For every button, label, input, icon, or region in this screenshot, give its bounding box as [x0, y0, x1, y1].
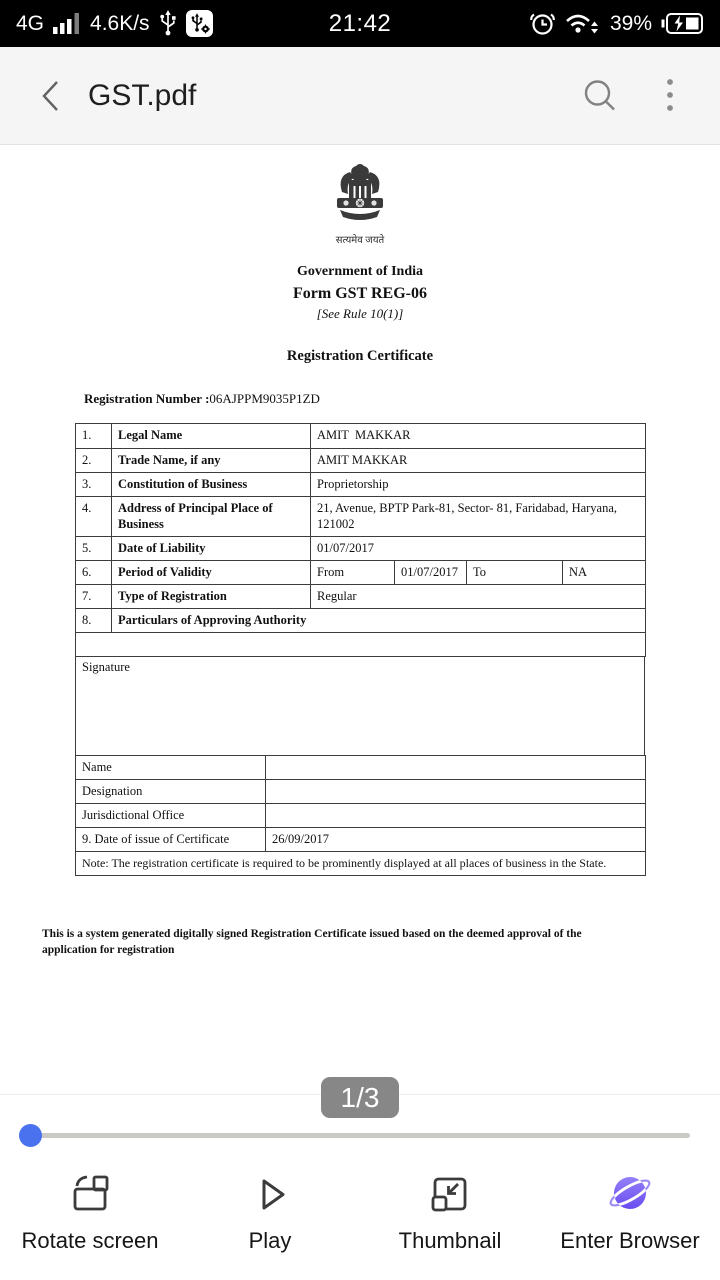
table-cell: NA: [563, 560, 646, 584]
table-row: [76, 449, 646, 473]
emblem-of-india-icon: [330, 164, 390, 226]
table-row: [76, 803, 646, 827]
table-cell: Legal Name: [112, 424, 311, 449]
table-row: [76, 632, 646, 656]
table-row: [76, 608, 646, 632]
table-cell: 2.: [76, 449, 112, 473]
table-cell: Proprietorship: [311, 473, 646, 497]
browser-planet-icon: [606, 1170, 654, 1218]
table-cell: 21, Avenue, BPTP Park-81, Sector- 81, Faridabad, Haryana, 121002: [311, 497, 646, 537]
doc-heading-govt: Government of India: [297, 264, 423, 279]
table-cell: 8.: [76, 608, 112, 632]
registration-table: [75, 423, 646, 657]
table-cell: 4.: [76, 497, 112, 537]
play-icon: [246, 1170, 294, 1218]
battery-charging-icon: [661, 12, 704, 35]
network-type-label: 4G: [16, 11, 45, 35]
registration-number-value: 06AJPPM9035P1ZD: [209, 391, 320, 406]
rotate-screen-icon: [66, 1170, 114, 1218]
status-bar: [0, 0, 720, 47]
page-slider-thumb[interactable]: [19, 1124, 42, 1147]
table-row: [76, 827, 646, 851]
table-cell: [266, 803, 646, 827]
toolbar-item-label: Rotate screen: [21, 1228, 159, 1253]
table-cell: Constitution of Business: [112, 473, 311, 497]
table-cell: To: [467, 560, 563, 584]
toolbar-item-label: Thumbnail: [398, 1228, 502, 1253]
table-cell: From: [311, 560, 395, 584]
doc-footer-text: This is a system generated digitally signed Registration Certificate issued based on the deemed approval of the application for registration: [42, 927, 582, 957]
table-cell: 9. Date of issue of Certificate: [76, 827, 266, 851]
table-cell: [266, 779, 646, 803]
table-cell: Period of Validity: [112, 560, 311, 584]
thumbnail-icon: [426, 1170, 474, 1218]
signature-label: Signature: [82, 659, 130, 674]
table-cell: 01/07/2017: [311, 536, 646, 560]
enter-browser-button[interactable]: [540, 1162, 720, 1280]
battery-percent-label: 39%: [609, 11, 652, 35]
rotate-screen-button[interactable]: [0, 1162, 180, 1280]
authority-table: [75, 755, 646, 876]
table-cell: 26/09/2017: [266, 827, 646, 851]
table-row: [76, 779, 646, 803]
toolbar-item-label: Play: [248, 1228, 292, 1253]
page-indicator-badge: 1/3: [321, 1077, 399, 1118]
registration-number-line: [84, 391, 720, 407]
more-options-button[interactable]: [664, 75, 676, 117]
table-cell: Particulars of Approving Authority: [112, 608, 646, 632]
doc-heading-rule: [See Rule 10(1)]: [316, 306, 404, 321]
table-cell: AMIT MAKKAR: [311, 449, 646, 473]
table-row: [76, 473, 646, 497]
app-header: [0, 47, 720, 145]
table-cell: 1.: [76, 424, 112, 449]
doc-certificate-title: Registration Certificate: [286, 348, 434, 364]
emblem-caption: सत्यमेव जयते: [335, 235, 385, 246]
toolbar-item-label: Enter Browser: [560, 1228, 700, 1253]
table-cell: Trade Name, if any: [112, 449, 311, 473]
usb-settings-icon: [186, 10, 213, 37]
table-cell: Jurisdictional Office: [76, 803, 266, 827]
usb-icon: [159, 10, 177, 37]
search-button[interactable]: [580, 76, 620, 116]
table-cell: Name: [76, 755, 266, 779]
table-cell: 6.: [76, 560, 112, 584]
table-cell: 5.: [76, 536, 112, 560]
table-cell: 7.: [76, 584, 112, 608]
play-button[interactable]: [180, 1162, 360, 1280]
registration-number-label: Registration Number :: [84, 391, 210, 406]
doc-heading-form: Form GST REG-06: [293, 285, 427, 302]
bottom-toolbar: [0, 1162, 720, 1280]
table-cell: AMIT MAKKAR: [311, 424, 646, 449]
table-row: [76, 560, 646, 584]
table-cell: 01/07/2017: [395, 560, 467, 584]
page-slider-track[interactable]: [30, 1133, 690, 1138]
table-row: [76, 497, 646, 537]
table-cell: [266, 755, 646, 779]
table-cell: Designation: [76, 779, 266, 803]
document-title: GST.pdf: [88, 78, 197, 112]
table-cell: 3.: [76, 473, 112, 497]
pdf-page-view[interactable]: [0, 146, 720, 1095]
wifi-icon: [565, 10, 601, 37]
clock-time-label: 21:42: [328, 9, 392, 37]
table-cell: Address of Principal Place of Business: [112, 497, 311, 537]
back-button[interactable]: [38, 79, 62, 113]
table-cell: Type of Registration: [112, 584, 311, 608]
network-speed-label: 4.6K/s: [90, 11, 150, 35]
table-cell-empty: [76, 632, 646, 656]
alarm-clock-icon: [529, 10, 556, 37]
table-row: [76, 424, 646, 449]
table-cell: Date of Liability: [112, 536, 311, 560]
table-row: [76, 851, 646, 875]
table-cell: Regular: [311, 584, 646, 608]
note-cell: Note: The registration certificate is required to be prominently displayed at all places of business in the State.: [76, 851, 646, 875]
table-row: [76, 536, 646, 560]
table-row: [76, 584, 646, 608]
table-row: [76, 755, 646, 779]
signal-strength-icon: [53, 12, 81, 35]
signature-box: [75, 656, 645, 756]
thumbnail-button[interactable]: [360, 1162, 540, 1280]
emblem-of-india: [0, 164, 720, 246]
